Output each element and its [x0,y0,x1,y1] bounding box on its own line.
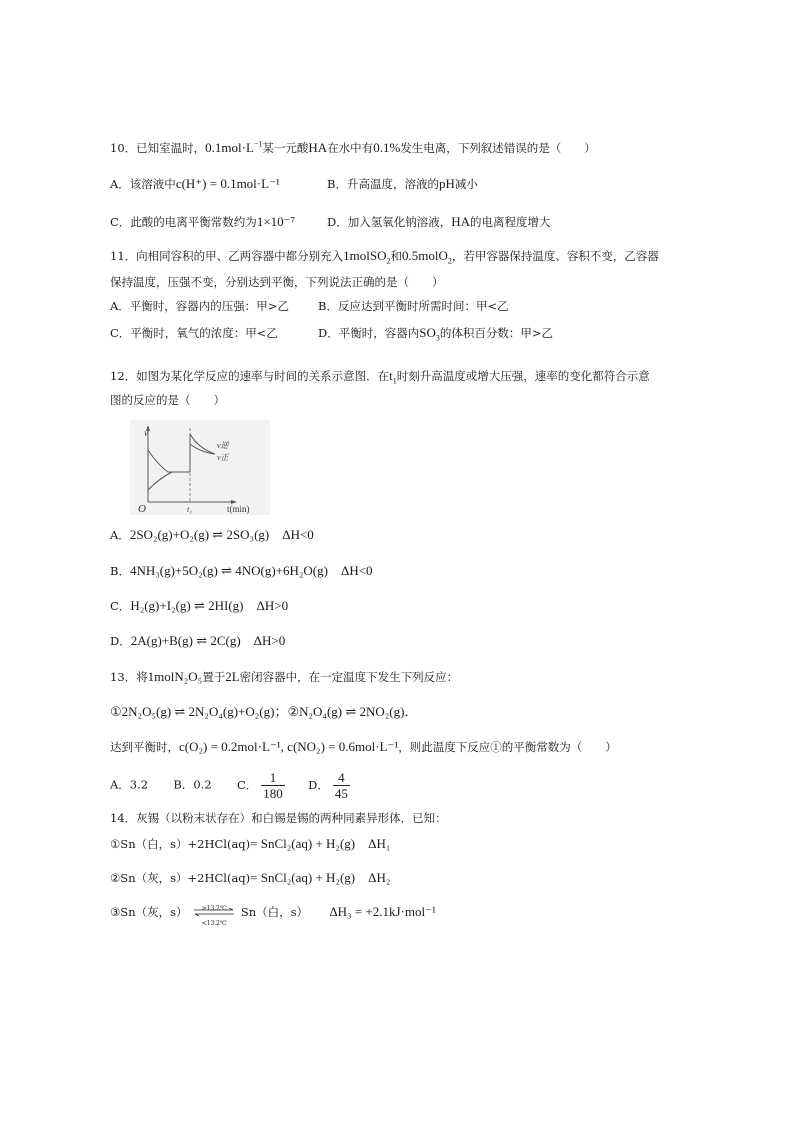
q14-reaction-1: ①Sn（白，s）+2HCl(aq)= SnCl₂(aq) + H₂(g) ΔH₁ [110,836,391,851]
q13-stem-line1: 13．将1molN₂O₅置于2L密闭容器中，在一定温度下发生下列反应： [110,669,459,684]
q13-option-c: C． $\frac{1}{180}$ [236,770,283,801]
q10-option-b: B．升高温度，溶液的pH减小 [327,176,478,191]
q10-option-c: C．此酸的电离平衡常数约为1×10⁻⁷ [110,214,296,229]
q10-stem [110,140,596,156]
q12-option-d: D．2A(g)+B(g) ⇌ 2C(g) ΔH>0 [110,633,286,648]
q10-conc: $0.1mol\cdot L^{-1}$ [205,139,263,155]
q10-ha: HA [308,140,328,155]
legend-v-reverse: v逆 [217,441,229,450]
chart-background [130,420,270,515]
t1-label: t₁ [187,505,193,514]
q13-option-b: B．0.2 [173,777,212,792]
q13-options [110,770,354,801]
q13-option-d: D． $\frac{4}{45}$ [308,770,348,801]
q12-option-c: C．H₂(g)+I₂(g) ⇌ 2HI(g) ΔH>0 [110,598,289,613]
q11-option-a: A．平衡时，容器内的压强：甲>乙 [110,299,289,313]
origin-label: O [138,503,146,515]
q11-stem-line2: 保持温度，压强不变，分别达到平衡，下列说法正确的是（ ） [110,275,444,289]
q10-stem-text2: 某一元酸 [262,141,309,155]
q12-stem-line2: 图的反应的是（ ） [110,393,225,407]
q10-stem-text: 10．已知室温时， [110,141,206,155]
q14-stem: 14．灰锡（以粉末状存在）和白锡是锡的两种同素异形体．已知： [110,811,447,825]
q11-option-b: B．反应达到平衡时所需时间：甲<乙 [318,299,509,313]
q12-option-a: A．2SO₂(g)+O₂(g) ⇌ 2SO₃(g) ΔH<0 [110,527,314,542]
q12-stem-line1: 12．如图为某化学反应的速率与时间的关系示意图．在$t_1$时刻升高温度或增大压强，速率的变化都符合示意 [110,368,650,386]
q10-option-d: D．加入氢氧化钠溶液，HA的电离程度增大 [327,214,551,229]
q13-reactions: ①2N₂O₅(g) ⇌ 2N₂O₄(g)+O₂(g)；②N₂O₄(g) ⇌ 2NO₂(g)． [110,704,418,719]
rate-time-chart [130,420,270,515]
q11-option-d: D．平衡时，容器内$SO_3$的体积百分数：甲>乙 [318,325,553,343]
q10-stem-text3: 在水中有 [327,141,374,155]
q10-percent: 0.1% [373,140,401,155]
x-axis-label: t(min) [227,504,250,514]
q11-stem-line1: 11．向相同容积的甲、乙两容器中都分别充入1molSO$_2$和0.5molO$_2$，若甲容器保持温度、容积不变，乙容器 [110,248,659,266]
q10-stem-text4: 发生电离，下列叙述错误的是（ ） [400,141,596,155]
q13-stem-line3: 达到平衡时，c(O₂) = 0.2mol·L⁻¹, c(NO₂) = 0.6mol·L⁻¹，则此温度下反应①的平衡常数为（ ） [110,739,617,754]
y-axis-label: v [144,428,148,438]
legend-v-forward: v正 [217,453,229,462]
q14-reaction-2: ②Sn（灰，s）+2HCl(aq)= SnCl₂(aq) + H₂(g) ΔH₂ [110,870,391,885]
q12-option-b: B．4NH₃(g)+5O₂(g) ⇌ 4NO(g)+6H₂O(g) ΔH<0 [110,563,373,578]
q11-option-c: C．平衡时，氧气的浓度：甲<乙 [110,326,278,340]
equilibrium-arrow-icon: >13.2℃ <13.2℃ [193,904,235,922]
q14-reaction-3: ③Sn（灰，s） >13.2℃ <13.2℃ Sn（白，s） ΔH₃ = +2.1kJ·mol⁻¹ [110,904,436,927]
q13-option-a: A．3.2 [110,777,149,792]
q10-option-a: A．该溶液中c(H⁺) = 0.1mol·L⁻¹ [110,176,280,191]
